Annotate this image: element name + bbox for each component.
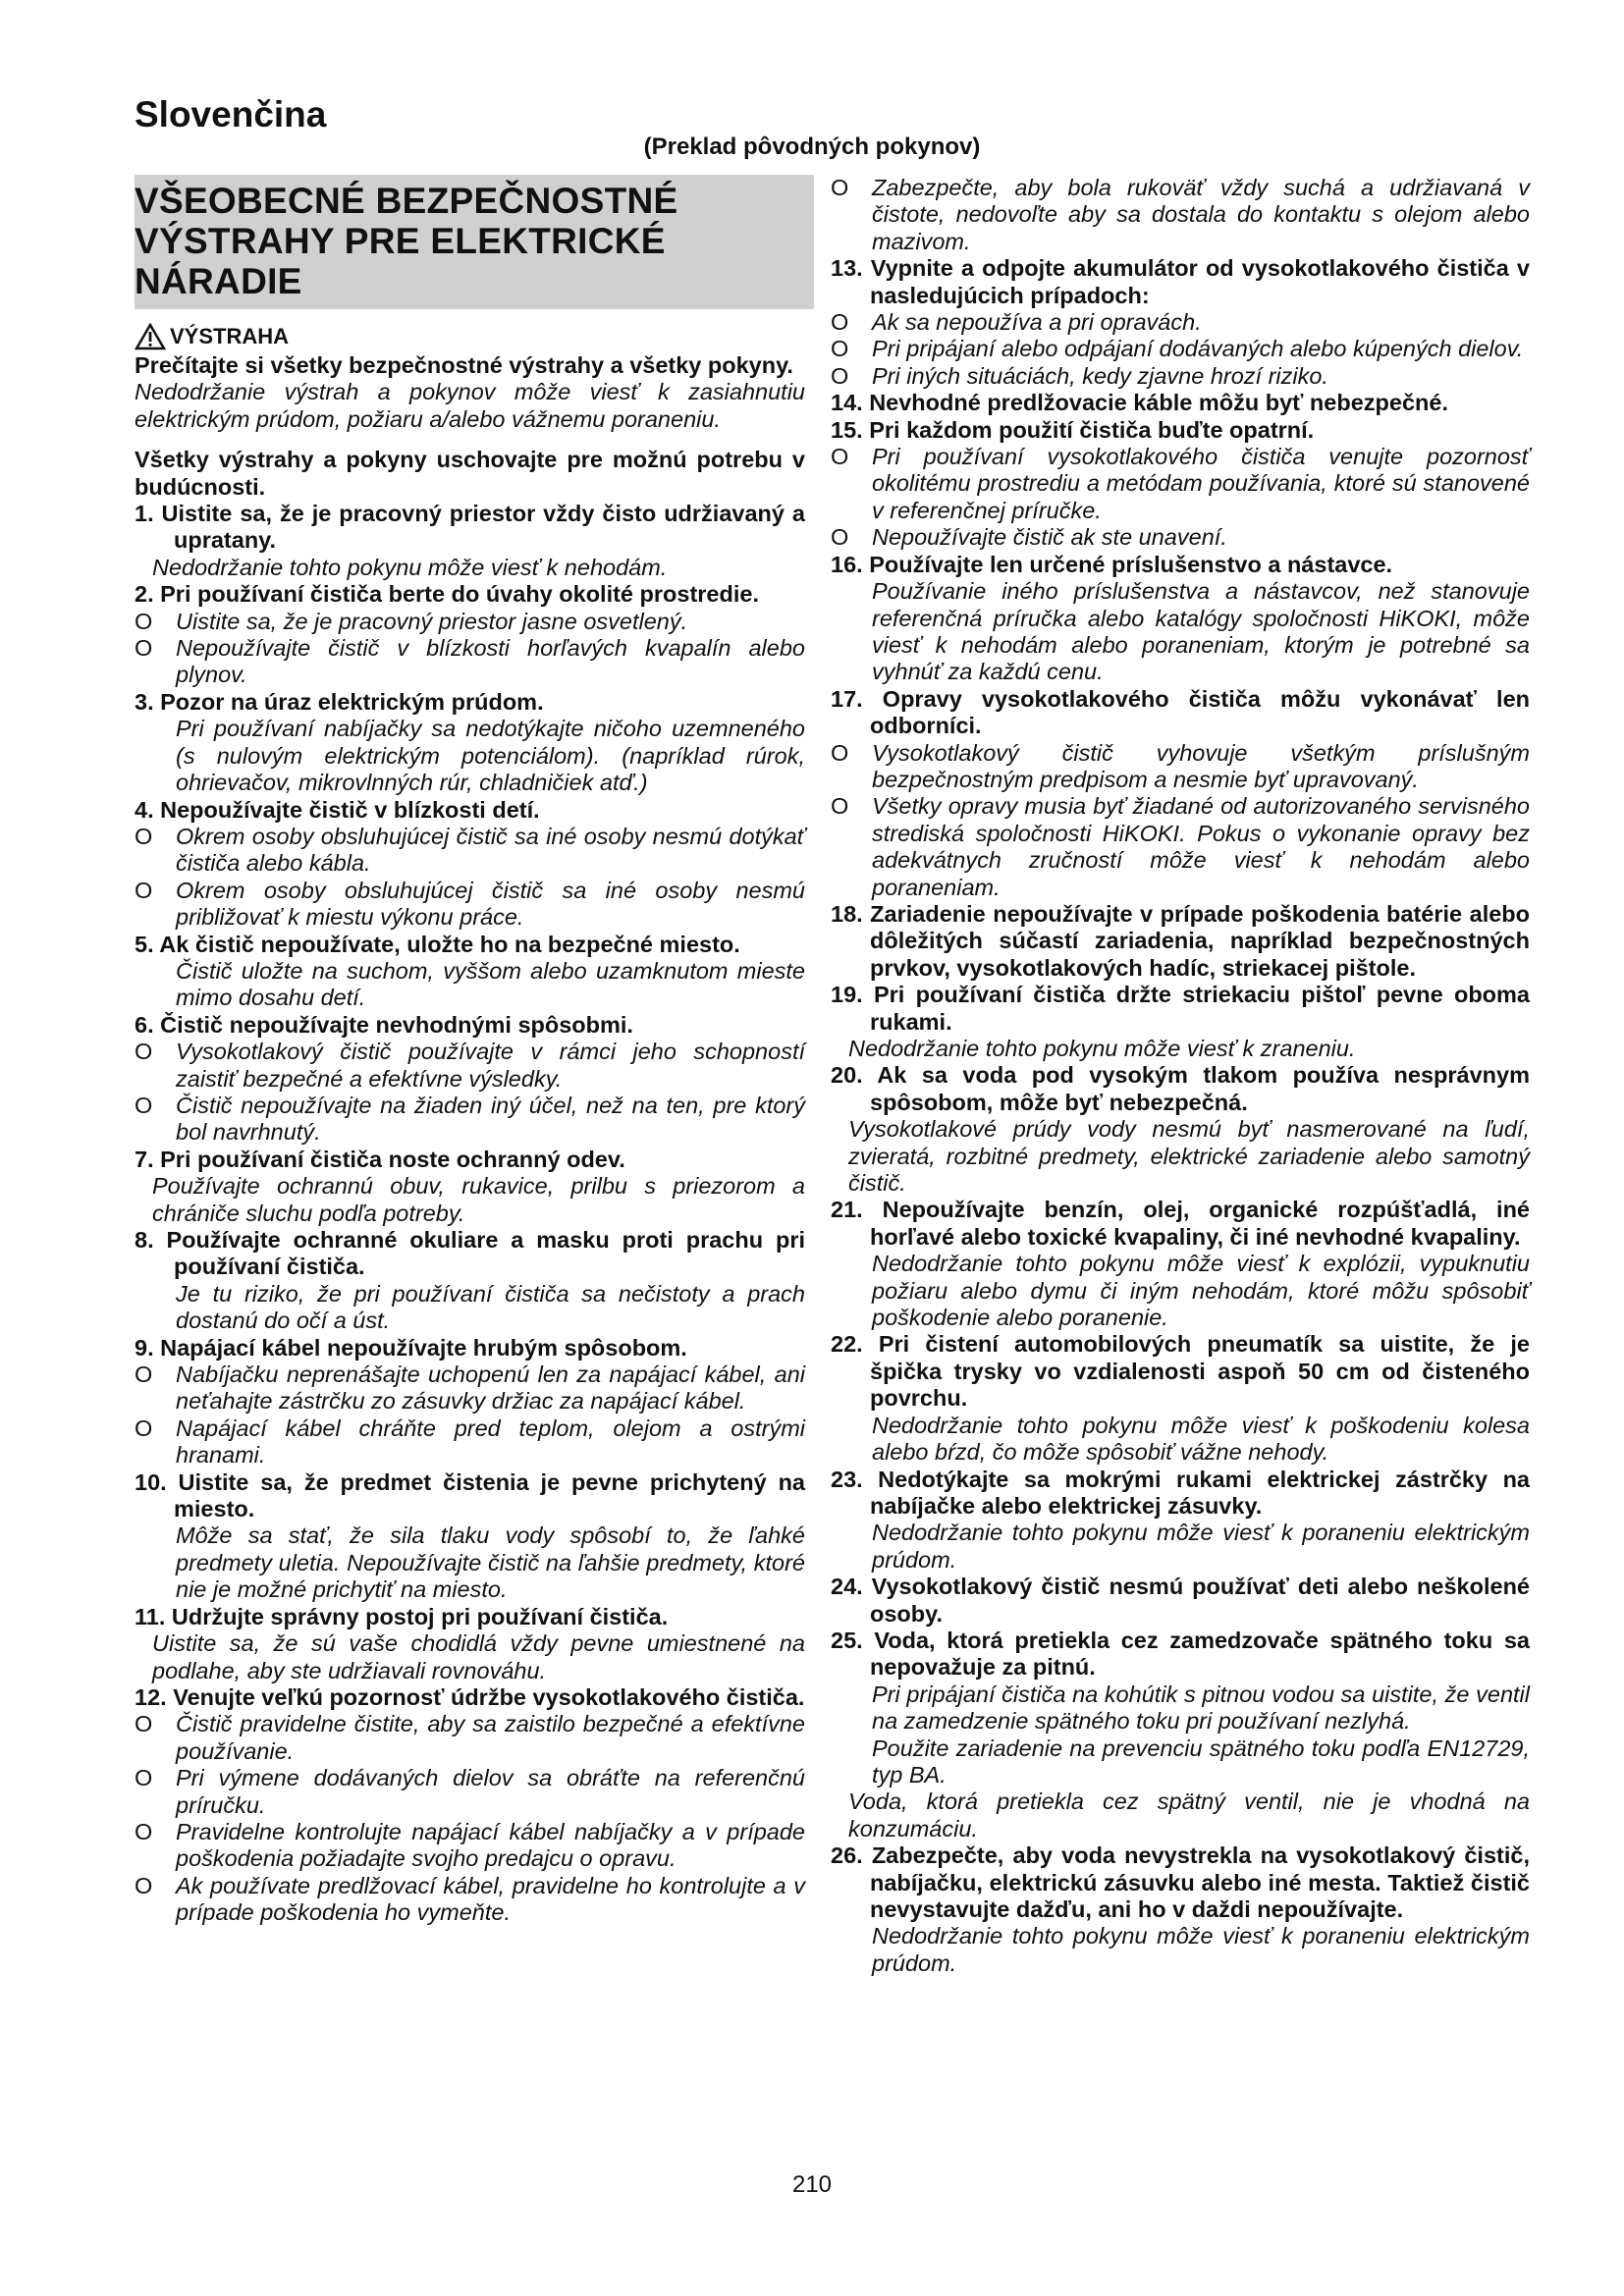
item-heading: 14. Nevhodné predlžovacie káble môžu byť nebezpečné. bbox=[831, 390, 1448, 416]
warning-keep-text: Všetky výstrahy a pokyny uschovajte pre možnú potrebu v budúcnosti. bbox=[135, 447, 805, 500]
item-text: Použite zariadenie na prevenciu spätného toku podľa EN12729, typ BA. bbox=[872, 1735, 1530, 1788]
bullet-text: Pri používaní vysokotlakového čističa venujte pozornosť okolitému prostrediu a metódam používania, ktoré sú stanovené v referenčnej príručke. bbox=[872, 444, 1530, 523]
section-title-box bbox=[135, 175, 814, 309]
bullet-item bbox=[135, 1362, 805, 1415]
bullet-text: Pri pripájaní alebo odpájaní dodávaných alebo kúpených dielov. bbox=[872, 336, 1524, 362]
right-column bbox=[831, 175, 1530, 1977]
bullet-item bbox=[831, 740, 1530, 794]
item-text: Nedodržanie tohto pokynu môže viesť k poraneniu elektrickým prúdom. bbox=[872, 1520, 1530, 1573]
item-heading: 17. Opravy vysokotlakového čističa môžu vykonávať len odborníci. bbox=[831, 685, 1530, 739]
bullet-mark: O bbox=[135, 1872, 153, 1898]
item-heading: 24. Vysokotlakový čistič nesmú používať deti alebo neškolené osoby. bbox=[831, 1574, 1530, 1627]
item-heading: 5. Ak čistič nepoužívate, uložte ho na bezpečné miesto. bbox=[135, 931, 740, 957]
bullet-text: Okrem osoby obsluhujúcej čistič sa iné osoby nesmú približovať k miestu výkonu práce. bbox=[176, 877, 805, 931]
bullet-mark: O bbox=[135, 1362, 153, 1388]
bullet-text: Vysokotlakový čistič používajte v rámci jeho schopností zaistiť bezpečné a efektívne výsledky. bbox=[176, 1039, 805, 1092]
bullet-item bbox=[831, 793, 1530, 901]
item-heading: 10. Uistite sa, že predmet čistenia je pevne prichytený na miesto. bbox=[135, 1468, 805, 1522]
bullet-mark: O bbox=[135, 608, 153, 634]
bullet-item bbox=[135, 1819, 805, 1873]
item-text: Je tu riziko, že pri používaní čističa sa nečistoty a prach dostanú do očí a úst. bbox=[176, 1280, 805, 1334]
bullet-text: Okrem osoby obsluhujúcej čistič sa iné osoby nesmú dotýkať čističa alebo kábla. bbox=[176, 823, 805, 877]
bullet-mark: O bbox=[831, 739, 849, 766]
item-text: Pri používaní nabíjačky sa nedotýkajte ničoho uzemneného (s nulovým elektrickým potenciálom). (napríklad rúrok, ohrievačov, mikrovlnných rúr, chladničiek atď.) bbox=[176, 716, 805, 796]
bullet-item bbox=[135, 1765, 805, 1819]
bullet-item bbox=[135, 635, 805, 689]
bullet-item bbox=[135, 1873, 805, 1927]
bullet-item bbox=[135, 1711, 805, 1765]
item-heading: 26. Zabezpečte, aby voda nevystrekla na vysokotlakový čistič, nabíjačku, elektrickú zásuvku alebo iné mesta. Taktiež čistič nevystavujte dažďu, ani ho v daždi nepoužívajte. bbox=[831, 1842, 1530, 1922]
item-heading: 1. Uistite sa, že je pracovný priestor vždy čisto udržiavaný a upratany. bbox=[135, 501, 805, 554]
bullet-mark: O bbox=[135, 877, 153, 903]
bullet-item bbox=[831, 363, 1530, 390]
bullet-text: Čistič nepoužívajte na žiaden iný účel, než na ten, pre ktorý bol navrhnutý. bbox=[176, 1092, 805, 1146]
bullet-text: Pravidelne kontrolujte napájací kábel nabíjačky a v prípade poškodenia požiadajte svojho predajcu o opravu. bbox=[176, 1818, 805, 1872]
bullet-mark: O bbox=[135, 1765, 153, 1791]
warning-italic-text: Nedodržanie výstrah a pokynov môže viesť k zasiahnutiu elektrickým prúdom, požiaru a/alebo vážnemu poraneniu. bbox=[135, 379, 805, 432]
bullet-mark: O bbox=[831, 175, 849, 200]
bullet-mark: O bbox=[135, 1415, 153, 1441]
item-text: Používanie iného príslušenstva a nástavcov, než stanovuje referenčná príručka alebo katalógy spoločnosti HiKOKI, môže viesť k nehodám alebo poraneniam, ktorým je potrebné sa vyhnúť za každú cenu. bbox=[872, 578, 1530, 685]
item-heading: 11. Udržujte správny postoj pri používaní čističa. bbox=[135, 1603, 669, 1629]
bullet-item bbox=[831, 524, 1530, 551]
item-heading: 2. Pri používaní čističa berte do úvahy okolité prostredie. bbox=[135, 581, 759, 608]
section-title-line: VÝSTRAHY PRE ELEKTRICKÉ bbox=[135, 221, 666, 261]
bullet-text: Uistite sa, že je pracovný priestor jasne osvetlený. bbox=[176, 608, 688, 634]
item-heading: 7. Pri používaní čističa noste ochranný odev. bbox=[135, 1146, 625, 1172]
item-text: Nedodržanie tohto pokynu môže viesť k explózii, vypuknutiu požiaru alebo dymu či iným nehodám, ktoré môžu spôsobiť poškodenie alebo poranenie. bbox=[872, 1251, 1530, 1331]
item-heading: 15. Pri každom použití čističa buďte opatrní. bbox=[831, 416, 1315, 443]
warning-triangle-icon bbox=[135, 323, 166, 350]
item-heading: 21. Nepoužívajte benzín, olej, organické rozpúšťadlá, iné horľavé alebo toxické kvapaliny, či iné nevhodné kvapaliny. bbox=[831, 1197, 1530, 1250]
item-heading: 20. Ak sa voda pod vysokým tlakom používa nesprávnym spôsobom, môže byť nebezpečná. bbox=[831, 1062, 1530, 1115]
bullet-mark: O bbox=[135, 1711, 153, 1737]
translation-note: (Preklad pôvodných pokynov) bbox=[643, 133, 981, 160]
item-text: Vysokotlakové prúdy vody nesmú byť nasmerované na ľudí, zvieratá, rozbitné predmety, elektrické zariadenie alebo samotný čistič. bbox=[848, 1116, 1530, 1197]
item-text: Nedodržanie tohto pokynu môže viesť k zraneniu. bbox=[848, 1036, 1356, 1061]
bullet-mark: O bbox=[831, 444, 849, 470]
bullet-item bbox=[831, 309, 1530, 336]
bullet-text: Pri iných situáciách, kedy zjavne hrozí riziko. bbox=[872, 362, 1328, 389]
bullet-mark: O bbox=[831, 793, 849, 820]
bullet-text: Ak sa nepoužíva a pri opravách. bbox=[872, 309, 1202, 336]
bullet-text: Nabíjačku neprenášajte uchopenú len za napájací kábel, ani neťahajte zástrčku zo zásuvky držiac za napájací kábel. bbox=[176, 1362, 805, 1415]
item-heading: 13. Vypnite a odpojte akumulátor od vysokotlakového čističa v nasledujúcich prípadoch: bbox=[831, 255, 1530, 308]
warning-label bbox=[135, 323, 805, 350]
item-heading: 19. Pri používaní čističa držte striekaciu pištoľ pevne oboma rukami. bbox=[831, 982, 1530, 1035]
item-text: Voda, ktorá pretiekla cez spätný ventil, nie je vhodná na konzumáciu. bbox=[848, 1789, 1530, 1842]
bullet-item bbox=[831, 444, 1530, 524]
bullet-mark: O bbox=[135, 1092, 153, 1118]
language-heading: Slovenčina bbox=[135, 94, 327, 134]
item-heading: 16. Používajte len určené príslušenstvo a nástavce. bbox=[831, 551, 1393, 577]
item-text: Uistite sa, že sú vaše chodidlá vždy pevne umiestnené na podlahe, aby ste udržiavali rovnováhu. bbox=[152, 1630, 805, 1683]
item-text: Čistič uložte na suchom, vyššom alebo uzamknutom mieste mimo dosahu detí. bbox=[176, 957, 805, 1011]
bullet-text: Nepoužívajte čistič ak ste unavení. bbox=[872, 524, 1227, 551]
bullet-item bbox=[135, 1039, 805, 1093]
item-text: Nedodržanie tohto pokynu môže viesť k nehodám. bbox=[152, 554, 668, 580]
item-heading: 25. Voda, ktorá pretiekla cez zamedzovače spätného toku sa nepovažuje za pitnú. bbox=[831, 1627, 1530, 1681]
item-text: Nedodržanie tohto pokynu môže viesť k poškodeniu kolesa alebo bŕzd, čo môže spôsobiť vážne nehody. bbox=[872, 1412, 1530, 1466]
bullet-mark: O bbox=[135, 823, 153, 849]
item-text: Nedodržanie tohto pokynu môže viesť k poraneniu elektrickým prúdom. bbox=[872, 1923, 1530, 1976]
bullet-item bbox=[135, 1093, 805, 1147]
item-heading: 12. Venujte veľkú pozornosť údržbe vysokotlakového čističa. bbox=[135, 1683, 805, 1710]
page-number: 210 bbox=[791, 2171, 833, 2198]
item-heading: 9. Napájací kábel nepoužívajte hrubým spôsobom. bbox=[135, 1334, 687, 1361]
bullet-item bbox=[135, 1415, 805, 1469]
bullet-mark: O bbox=[135, 1818, 153, 1844]
bullet-text: Vysokotlakový čistič vyhovuje všetkým príslušným bezpečnostným predpisom a nesmie byť upravovaný. bbox=[872, 739, 1530, 792]
item-text: Môže sa stať, že sila tlaku vody spôsobí to, že ľahké predmety uletia. Nepoužívajte čistič na ľahšie predmety, ktoré nie je možné prichytiť na miesto. bbox=[176, 1522, 805, 1603]
item-heading: 3. Pozor na úraz elektrickým prúdom. bbox=[135, 688, 544, 715]
bullet-mark: O bbox=[135, 635, 153, 662]
bullet-text: Pri výmene dodávaných dielov sa obráťte na referenčnú príručku. bbox=[176, 1765, 805, 1818]
item-text: Pri pripájaní čističa na kohútik s pitnou vodou sa uistite, že ventil na zamedzenie spätného toku pri používaní nezlyhá. bbox=[872, 1681, 1530, 1735]
bullet-item bbox=[831, 175, 1530, 255]
bullet-text: Čistič pravidelne čistite, aby sa zaistilo bezpečné a efektívne používanie. bbox=[176, 1711, 805, 1764]
bullet-text: Ak používate predlžovací kábel, pravidelne ho kontrolujte a v prípade poškodenia ho vymeňte. bbox=[176, 1872, 805, 1926]
warning-bold-text: Prečítajte si všetky bezpečnostné výstrahy a všetky pokyny. bbox=[135, 352, 793, 378]
bullet-mark: O bbox=[831, 309, 849, 336]
bullet-text: Všetky opravy musia byť žiadané od autorizovaného servisného strediská spoločnosti HiKOKI. Pokus o vykonanie opravy bez adekvátnych zručností môže viesť k nehodám alebo poraneniam. bbox=[872, 793, 1530, 900]
bullet-item bbox=[135, 878, 805, 932]
item-heading: 22. Pri čistení automobilových pneumatík sa uistite, že je špička trysky vo vzdialenosti aspoň 50 cm od čisteného povrchu. bbox=[831, 1331, 1530, 1412]
bullet-item bbox=[135, 824, 805, 878]
item-heading: 8. Používajte ochranné okuliare a masku proti prachu pri používaní čističa. bbox=[135, 1227, 805, 1280]
item-heading: 4. Nepoužívajte čistič v blízkosti detí. bbox=[135, 796, 540, 823]
warning-label-text: VÝSTRAHA bbox=[170, 324, 290, 349]
bullet-mark: O bbox=[831, 362, 849, 389]
left-column bbox=[135, 175, 805, 1927]
bullet-mark: O bbox=[135, 1039, 153, 1065]
bullet-mark: O bbox=[831, 524, 849, 551]
bullet-item bbox=[831, 336, 1530, 362]
bullet-mark: O bbox=[831, 336, 849, 362]
bullet-text: Zabezpečte, aby bola rukoväť vždy suchá a udržiavaná v čistote, nedovoľte aby sa dostala do kontaktu s olejom alebo mazivom. bbox=[872, 175, 1530, 254]
bullet-item bbox=[135, 609, 805, 635]
section-title-line: NÁRADIE bbox=[135, 261, 302, 301]
item-heading: 23. Nedotýkajte sa mokrými rukami elektrickej zástrčky na nabíjačke alebo elektrickej zásuvky. bbox=[831, 1466, 1530, 1519]
item-text: Používajte ochrannú obuv, rukavice, prilbu s priezorom a chrániče sluchu podľa potreby. bbox=[152, 1173, 805, 1226]
section-title-line: VŠEOBECNÉ BEZPEČNOSTNÉ bbox=[135, 181, 678, 221]
item-heading: 6. Čistič nepoužívajte nevhodnými spôsobmi. bbox=[135, 1011, 633, 1038]
item-heading: 18. Zariadenie nepoužívajte v prípade poškodenia batérie alebo dôležitých súčastí zariadenia, napríklad bezpečnostných prvkov, vysokotlakových hadíc, striekacej pištole. bbox=[831, 900, 1530, 981]
bullet-text: Napájací kábel chráňte pred teplom, olejom a ostrými hranami. bbox=[176, 1415, 805, 1468]
bullet-text: Nepoužívajte čistič v blízkosti horľavých kvapalín alebo plynov. bbox=[176, 635, 805, 688]
